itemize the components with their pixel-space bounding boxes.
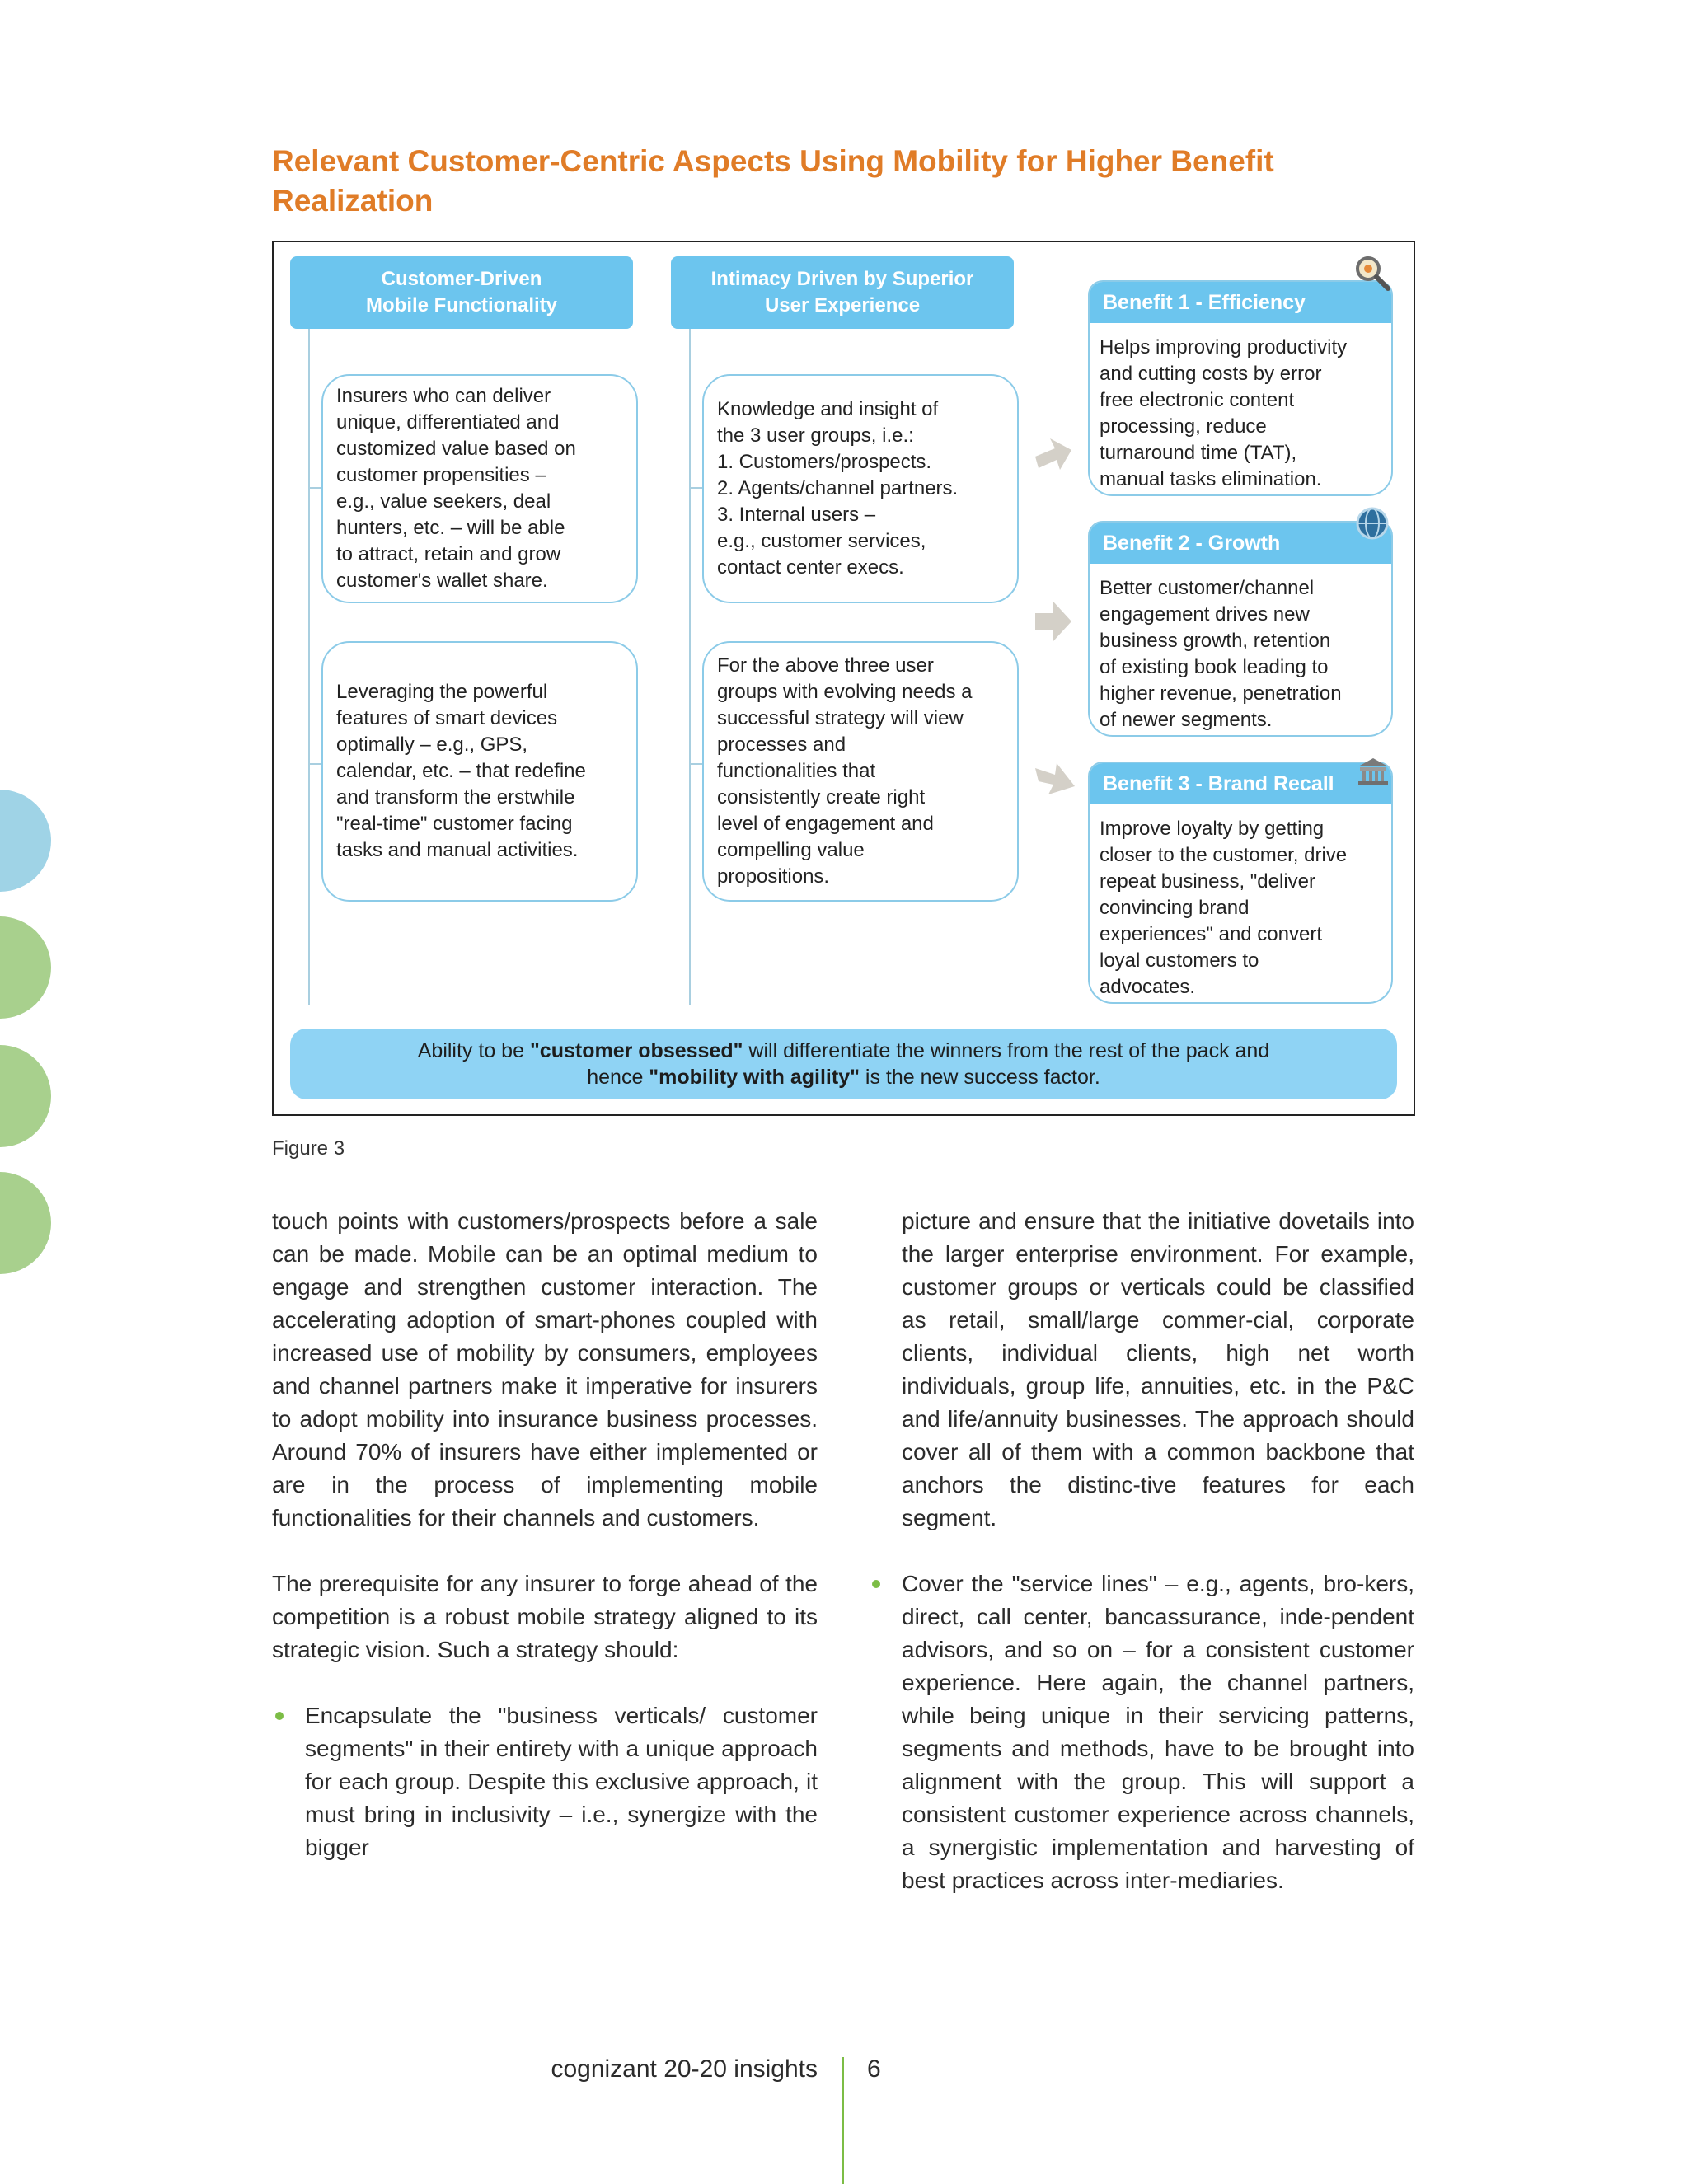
globe-icon <box>1355 506 1390 541</box>
column-header-user-experience: Intimacy Driven by Superior User Experience <box>671 256 1014 329</box>
benefit-text: Improve loyalty by getting closer to the customer, drive repeat business, "deliver convincing brand experiences" and convert loyal customers to advocates. <box>1100 818 1348 998</box>
text-box-customer-value <box>321 374 638 603</box>
text-box-user-groups <box>702 374 1019 603</box>
benefit-title: Benefit 1 - Efficiency <box>1090 282 1391 323</box>
list-item-text: Cover the "service lines" – e.g., agents, bro-kers, direct, call center, bancassurance, inde-pendent advisors, and so on – for a consistent customer experience. Here again, the channel partners, while being unique in their servicing patterns, segments and methods, have to be brought into alignment with the group. This will support a consistent customer experience across channels, a synergistic implementation and harvesting of best practices across inter-mediaries. <box>902 1571 1414 1893</box>
text-box-smart-devices-text: Leveraging the powerful features of smart devices optimally – e.g., GPS, calendar, etc. – that redefine and transform the erstwhile "real-time" customer facing tasks and manual activities. <box>336 681 586 861</box>
benefit-text: Better customer/channel engagement drives new business growth, retention of existing book leading to higher revenue, penetration of newer segments. <box>1100 577 1342 731</box>
magnifier-icon <box>1353 254 1391 292</box>
summary-banner-line-2 <box>290 1064 1397 1090</box>
right-column <box>869 1205 1414 1897</box>
text-box-strategy <box>702 641 1019 902</box>
paragraph: The prerequisite for any insurer to forge ahead of the competition is a robust mobile strategy aligned to its strategic vision. Such a strategy should: <box>272 1571 818 1662</box>
banner-emphasis: "mobility with agility" <box>649 1066 860 1089</box>
summary-banner <box>290 1029 1397 1099</box>
column-header-mobile-functionality: Customer-Driven Mobile Functionality <box>290 256 633 329</box>
benefit-title: Benefit 2 - Growth <box>1090 523 1391 564</box>
page-number: 6 <box>867 2055 881 2083</box>
arrow-right-icon <box>1032 432 1075 475</box>
building-icon <box>1357 757 1390 786</box>
bullet-icon <box>275 1712 284 1720</box>
figure-caption: Figure 3 <box>272 1137 345 1160</box>
banner-text: will differentiate the winners from the rest of the pack and <box>743 1039 1270 1062</box>
benefit-title: Benefit 3 - Brand Recall <box>1090 763 1391 804</box>
bullet-icon <box>872 1580 880 1588</box>
tree-connector <box>689 329 691 1005</box>
decorative-circle-green-2 <box>0 1045 51 1147</box>
arrow-right-icon <box>1034 598 1073 644</box>
banner-emphasis: "customer obsessed" <box>529 1039 743 1062</box>
decorative-circle-green-3 <box>0 1172 51 1274</box>
paragraph: picture and ensure that the initiative dovetails into the larger enterprise environment. For example, customer groups or verticals could be classified as retail, small/large commer-cial, corporate clients, individual clients, high net worth individuals, group life, annuities, etc. in the P&C and life/annuity businesses. The approach should cover all of them with a common backbone that anchors the distinc-tive features for each segment. <box>902 1208 1414 1530</box>
banner-text: Ability to be <box>417 1039 530 1062</box>
decorative-circle-blue <box>0 790 51 892</box>
benefit-card-growth <box>1088 521 1393 737</box>
figure-3 <box>272 241 1415 1116</box>
left-column <box>272 1205 818 1864</box>
paragraph: touch points with customers/prospects before a sale can be made. Mobile can be an optimal medium to engage and strengthen customer interaction. The accelerating adoption of smart-phones coupled with increased use of mobility by consumers, employees and channel partners make it imperative for insurers to adopt mobility into insurance business processes. Around 70% of insurers have either implemented or are in the process of implementing mobile functionalities for their channels and customers. <box>272 1208 818 1530</box>
benefit-text: Helps improving productivity and cutting costs by error free electronic content processing, reduce turnaround time (TAT), manual tasks elimination. <box>1100 336 1348 490</box>
publication-name: cognizant 20-20 insights <box>551 2055 818 2083</box>
banner-text: hence <box>587 1066 649 1089</box>
list-item-text: Encapsulate the "business verticals/ customer segments" in their entirety with a unique approach for each group. Despite this exclusive approach, it must bring in inclusivity – i.e., synergize with the bigger <box>305 1703 818 1860</box>
summary-banner-line-1 <box>290 1038 1397 1064</box>
text-box-strategy-text: For the above three user groups with evolving needs a successful strategy will view processes and functionalities that consistently create right level of engagement and compelling value propositions. <box>717 654 973 888</box>
tree-connector <box>308 329 310 1005</box>
text-box-user-groups-text: Knowledge and insight of the 3 user groups, i.e.: 1. Customers/prospects. 2. Agents/channel partners. 3. Internal users – e.g., customer services, contact center execs. <box>717 398 959 579</box>
banner-text: is the new success factor. <box>859 1066 1100 1089</box>
list-item <box>272 1699 818 1864</box>
text-box-smart-devices <box>321 641 638 902</box>
page-title: Relevant Customer-Centric Aspects Using Mobility for Higher Benefit Realization <box>272 144 1274 218</box>
benefit-card-efficiency <box>1088 280 1393 496</box>
list-item <box>869 1568 1414 1897</box>
decorative-circle-green-1 <box>0 916 51 1019</box>
footer-divider <box>842 2057 844 2184</box>
arrow-right-icon <box>1032 757 1078 803</box>
benefit-card-brand-recall <box>1088 762 1393 1004</box>
text-box-customer-value-text: Insurers who can deliver unique, differentiated and customized value based on customer propensities – e.g., value seekers, deal hunters, etc. – will be able to attract, retain and grow customer's wallet share. <box>336 385 576 592</box>
